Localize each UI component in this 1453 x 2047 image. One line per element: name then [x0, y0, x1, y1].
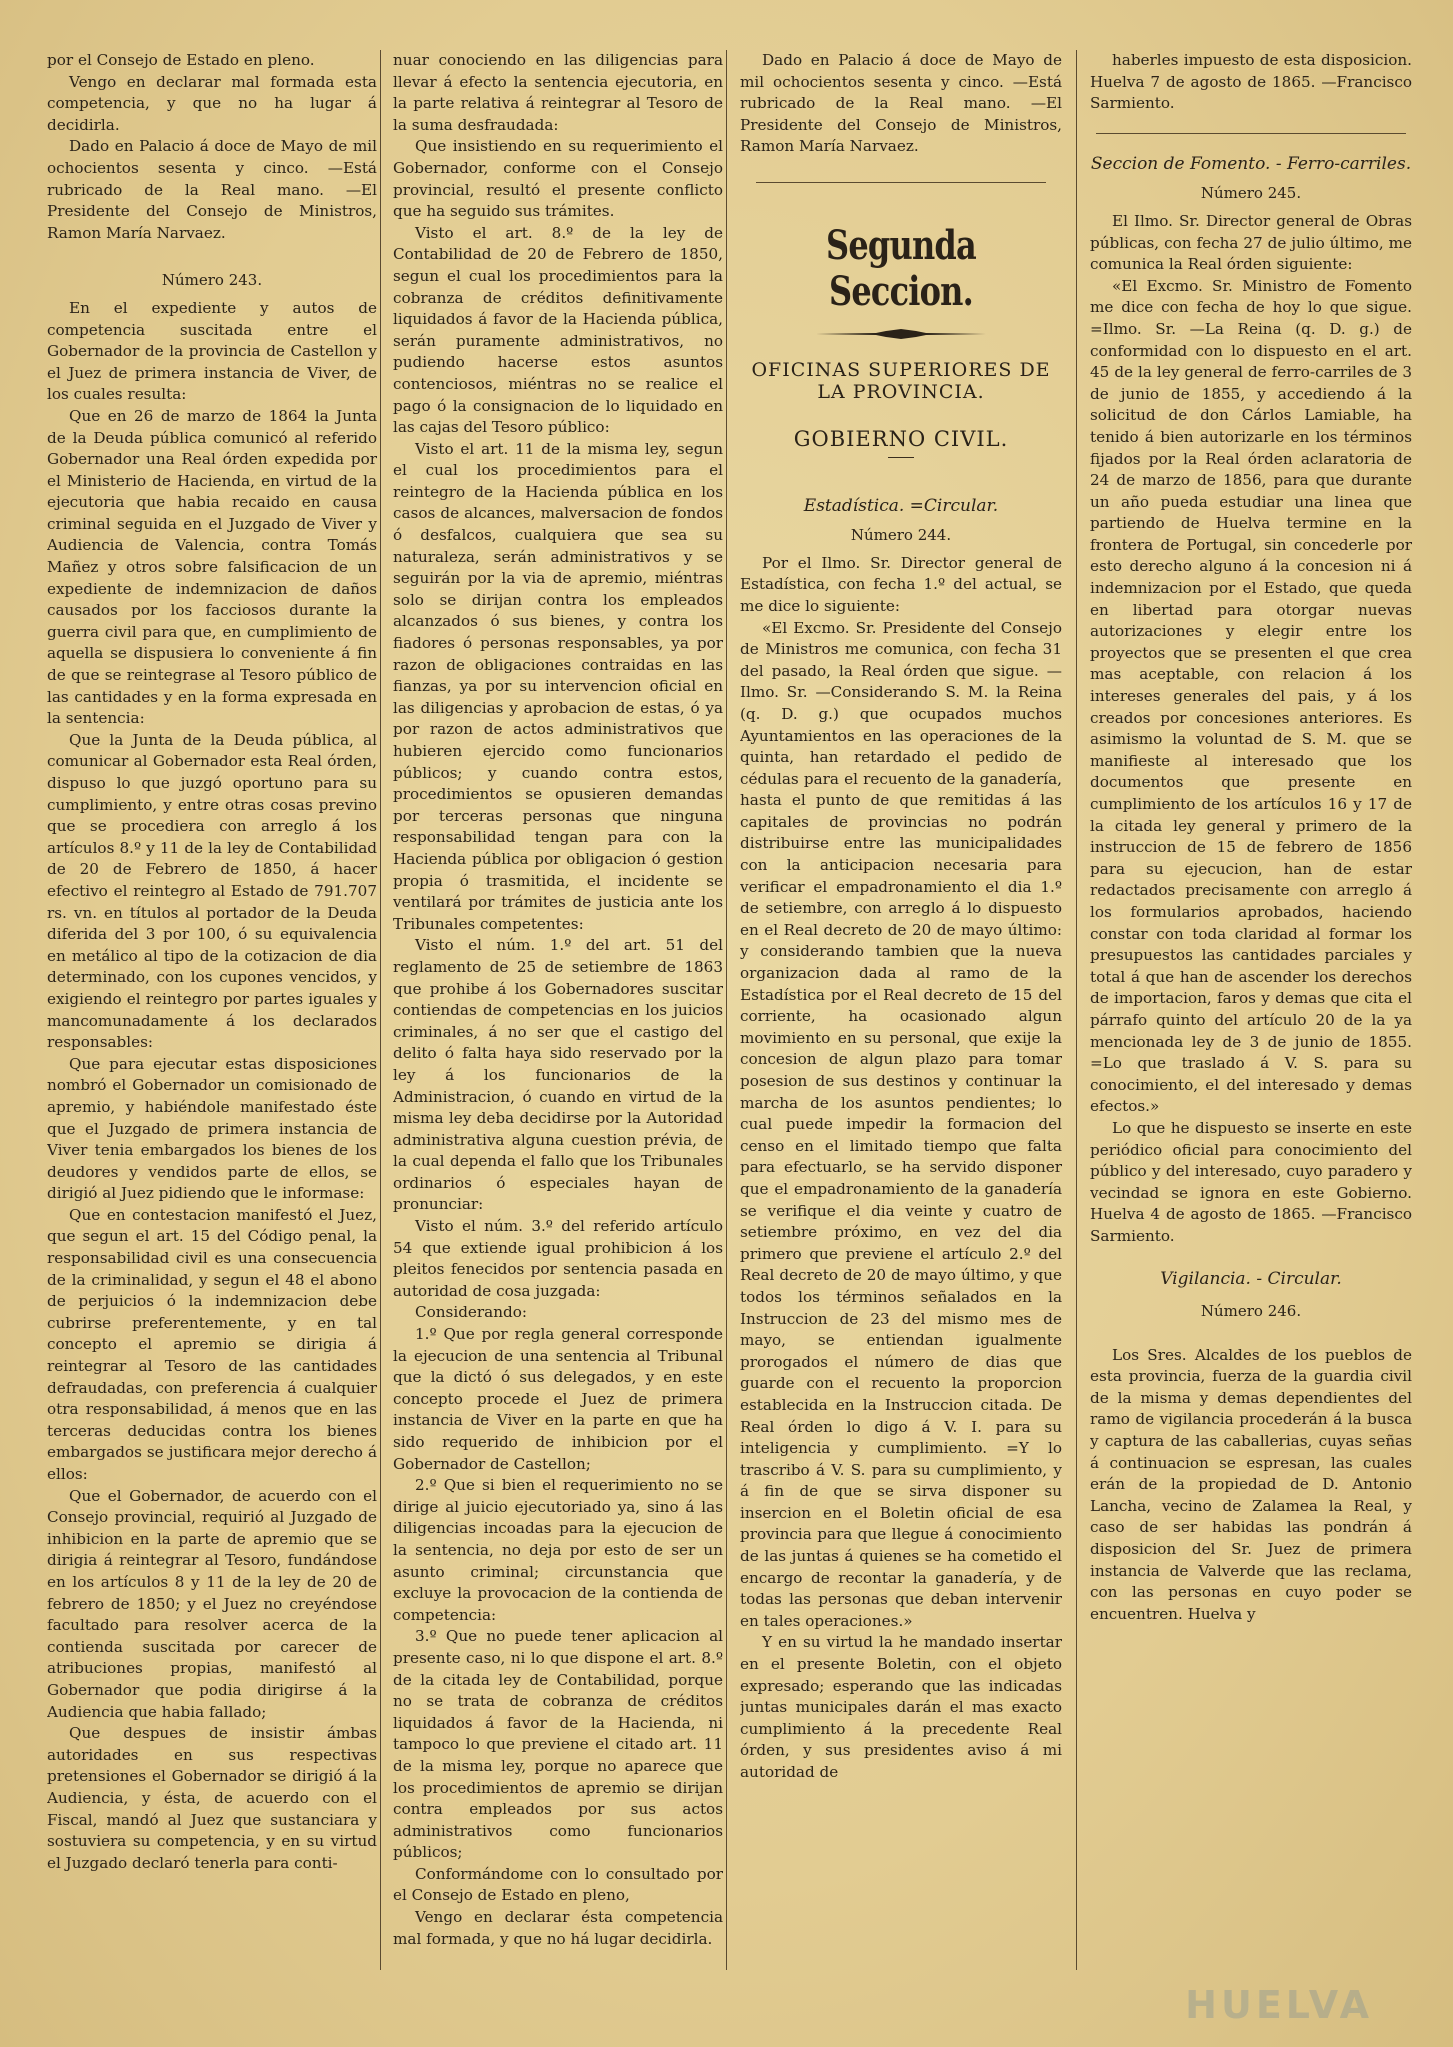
section-title: Segunda Seccion.	[826, 221, 976, 315]
subsection-heading: Estadística. =Circular.	[803, 495, 999, 516]
paragraph: 3.º Que no puede tener aplicacion al presente caso, ni lo que dispone el art. 8.º de la citada ley de Contabilidad, porque no se trata de cobranza de créditos liquidados á favor de la Hacienda, ni tampoco lo que previene el citado art. 11 de la misma ley, porque no aparece que los procedimientos de apremio se dirijan contra empleados por sus actos administrativos como funcionarios públicos;	[393, 1627, 723, 1862]
paragraph: Visto el núm. 3.º del referido artículo 54 que extiende igual prohibicion á los pleitos fenecidos por sentencia pasada en autoridad de cosa juzgada:	[393, 1217, 723, 1300]
paragraph: 2.º Que si bien el requerimiento no se dirige al juicio ejecutoriado ya, sino á las diligencias incoadas para la ejecucion de la sentencia, no deja por esto de ser un asunto criminal; circunstancia que excluye la provocacion de la contienda de competencia:	[393, 1476, 723, 1624]
item-number: Número 244.	[850, 526, 952, 545]
archive-watermark: HUELVA	[1185, 1983, 1373, 2027]
item-number: Número 246.	[1200, 1302, 1302, 1321]
column-3	[740, 50, 1062, 2010]
ornament-rule-icon	[816, 329, 986, 339]
paragraph: Visto el art. 11 de la misma ley, segun el cual los procedimientos para el reintegro de la Hacienda pública en los casos de alcances, malversacion de fondos ó desfalcos, cualquiera que sea su naturaleza, serán administrativos y se seguirán por la via de apremio, miéntras solo se dirijan contra los empleados alcanzados ó sus bienes, y contra los fiadores ó personas responsables, ya por razon de obligaciones contraidas en las fianzas, ya por su intervencion oficial en las diligencias y aprobacion de estas, ó ya por razon de actos administrativos que hubieren ejercido como funcionarios públicos; y cuando contra estos, procedimientos se opusieren demandas por terceras personas que ninguna responsabilidad tengan para con la Hacienda pública por obligacion ó gestion propia ó trasmitida, el incidente se ventilará por trámites de justicia ante los Tribunales competentes:	[393, 439, 723, 933]
column-4	[1090, 50, 1412, 2010]
column-rule	[1076, 50, 1077, 1970]
paragraph: Dado en Palacio á doce de Mayo de mil ochocientos sesenta y cinco. —Está rubricado de la Real mano. —El Presidente del Consejo de Ministros, Ramon María Narvaez.	[47, 137, 377, 242]
column-rule	[726, 50, 727, 1970]
paragraph: El Ilmo. Sr. Director general de Obras públicas, con fecha 27 de julio último, me comunica la Real órden siguiente:	[1090, 211, 1412, 274]
paragraph: 1.º Que por regla general corresponde la ejecucion de una sentencia al Tribunal que la dictó ó sus delegados, y en este concepto procede el Juez de primera instancia de Viver en la parte en que ha sido requerido de inhibicion por el Gobernador de Castellon;	[393, 1325, 723, 1473]
subsection-heading: Seccion de Fomento. - Ferro-carriles.	[1090, 153, 1412, 174]
column-rule	[380, 50, 381, 1970]
paragraph: Por el Ilmo. Sr. Director general de Estadística, con fecha 1.º del actual, se me dice lo siguiente:	[740, 553, 1062, 615]
paragraph: Que la Junta de la Deuda pública, al comunicar al Gobernador esta Real órden, dispuso lo que juzgó oportuno para su cumplimiento, y entre otras cosas previno que se procediera con arreglo á los artículos 8.º y 11 de la ley de Contabilidad de 20 de Febrero de 1850, á hacer efectivo el reintegro al Estado de 791.707 rs. vn. en títulos al portador de la Deuda diferida del 3 por 100, ó su equivalencia en metálico al tipo de la cotizacion de dia determinado, con los cupones vencidos, y exigiendo el reintegro por partes iguales y mancomunadamente á los declarados responsables:	[47, 730, 377, 1052]
paragraph: Dado en Palacio á doce de Mayo de mil ochocientos sesenta y cinco. —Está rubricado de la Real mano. —El Presidente del Consejo de Ministros, Ramon María Narvaez.	[740, 51, 1062, 156]
paragraph: Que en contestacion manifestó el Juez, que segun el art. 15 del Código penal, la responsabilidad civil es una consecuencia de la criminalidad, y segun el 48 el abono de perjuicios ó la indemnizacion debe cubrirse preferentemente, y en tal concepto el apremio se dirigia á reintegrar al Tesoro de las cantidades defraudadas, con preferencia á cualquier otra responsabilidad, á menos que en las terceras deducidas contra los bienes embargados se justificara mejor derecho á ellos:	[47, 1205, 377, 1483]
paragraph: Que insistiendo en su requerimiento el Gobernador, conforme con el Consejo provincial, resultó el presente conflicto que ha seguido sus trámites.	[393, 137, 723, 221]
paragraph: «El Excmo. Sr. Ministro de Fomento me dice con fecha de hoy lo que sigue. =Ilmo. Sr. —La Reina (q. D. g.) de conformidad con lo dispuesto en el art. 45 de la ley general de ferro-carriles de 3 de junio de 1855, y accediendo á la solicitud de don Cárlos Lamiable, ha tenido á bien autorizarle en los términos fijados por la Real órden aclaratoria de 24 de marzo de 1856, para que durante un año pueda estudiar una linea que partiendo de Huelva termine en la frontera de Portugal, sin concederle por esto derecho alguno á la concesion ni á indemnizacion por el Estado, que queda en libertad para otorgar nuevas autorizaciones y elegir entre los proyectos que se presenten el que crea mas aceptable, con relacion á los intereses generales del pais, y á los creados por concesiones anteriores. Es asimismo la voluntad de S. M. que se manifieste al interesado que los documentos que presente en cumplimiento de los artículos 16 y 17 de la citada ley general y primero de la instruccion de 15 de febrero de 1856 para su ejecucion, han de estar redactados precisamente con arreglo á los formularios aprobados, haciendo constar con toda claridad al formar los presupuestos las cantidades parciales y total á que han de ascender los derechos de importacion, faros y demas que cita el párrafo quinto del artículo 20 de la ya mencionada ley de 3 de junio de 1855. =Lo que traslado á V. S. para su conocimiento, el del interesado y demas efectos.»	[1090, 276, 1412, 1116]
paragraph: Los Sres. Alcaldes de los pueblos de esta provincia, fuerza de la guardia civil de la misma y demas dependientes del ramo de vigilancia procederán á la busca y captura de las caballerias, cuyas señas á continuacion se espresan, las cuales erán de la propiedad de D. Antonio Lancha, vecino de Zalamea la Real, y caso de ser habidas las pondrán á disposicion del Sr. Juez de primera instancia de Valverde que las reclama, con las personas en cuyo poder se encuentren. Huelva y	[1090, 1345, 1412, 1623]
paragraph: Lo que he dispuesto se inserte en este periódico oficial para conocimiento del público y del interesado, cuyo paradero y vecindad se ignora en este Gobierno. Huelva 4 de agosto de 1865. —Francisco Sarmiento.	[1090, 1118, 1412, 1245]
paragraph: Vengo en declarar ésta competencia mal formada, y que no há lugar decidirla.	[393, 1908, 723, 1948]
paragraph: En el expediente y autos de competencia suscitada entre el Gobernador de la provincia de Castellon y el Juez de primera instancia de Viver, de los cuales resulta:	[47, 298, 377, 404]
subsection-heading: Vigilancia. - Circular.	[1160, 1269, 1342, 1290]
paragraph: nuar conociendo en las diligencias para llevar á efecto la sentencia ejecutoria, en la parte relativa á reintegrar al Tesoro de la suma desfraudada:	[393, 51, 723, 134]
section-heading: GOBIERNO CIVIL.	[793, 426, 1009, 451]
paragraph: «El Excmo. Sr. Presidente del Consejo de Ministros me comunica, con fecha 31 del pasado, la Real órden que sigue. —Ilmo. Sr. —Considerando S. M. la Reina (q. D. g.) que ocupados muchos Ayuntamientos en las operaciones de la quinta, han retardado el pedido de cédulas para el recuento de la ganadería, hasta el punto de que remitidas á las capitales de provincias no podrán distribuirse entre las municipalidades con la anticipacion necesaria para verificar el empadronamiento el dia 1.º de setiembre, con arreglo á lo dispuesto en el Real decreto de 20 de mayo último: y considerando tambien que la nueva organizacion dada al ramo de la Estadística por el Real decreto de 15 del corriente, ha ocasionado algun movimiento en su personal, que exije la concesion de algun plazo para tomar posesion de sus destinos y continuar la marcha de los asuntos pendientes; lo cual puede impedir la formacion del censo en el limitado tiempo que falta para efectuarlo, se ha servido disponer que el empadronamiento de la ganadería se verifique el dia veinte y cuatro de setiembre próximo, en vez del dia primero que previene el artículo 2.º del Real decreto de 20 de mayo último, y que todos los términos señalados en la Instruccion de 23 del mismo mes de mayo, se entiendan igualmente prorogados el número de dias que guarde con el recuento la proporcion establecida en la Instruccion citada. De Real órden lo digo á V. I. para su inteligencia y cumplimiento. =Y lo trascribo á V. S. para su cumplimiento, y á fin de que se sirva disponer su insercion en el Boletin oficial de esa provincia para que llegue á conocimiento de las juntas á quienes se ha cometido el encargo de recontar la ganadería, y de todas las personas que deban intervenir en tales operaciones.»	[740, 618, 1062, 1630]
paragraph: Que para ejecutar estas disposiciones nombró el Gobernador un comisionado de apremio, y habiéndole manifestado éste que el Juzgado de primera instancia de Viver tenia embargados los bienes de los deudores y vendidos parte de ellos, se dirigió al Juez pidiendo que le informase:	[47, 1054, 377, 1203]
separator-rule	[1096, 133, 1406, 134]
paragraph: Y en su virtud la he mandado insertar en el presente Boletin, con el objeto expresado; esperando que las indicadas juntas municipales darán el mas exacto cumplimiento á la precedente Real órden, y sus presidentes aviso á mi autoridad de	[740, 1633, 1062, 1781]
item-number: Número 245.	[1200, 184, 1302, 203]
paragraph: por el Consejo de Estado en pleno.	[47, 51, 315, 69]
column-1	[47, 50, 377, 2010]
paragraph: Que despues de insistir ámbas autoridades en sus respectivas pretensiones el Gobernador se dirigió á la Audiencia, y ésta, de acuerdo con el Fiscal, mandó al Juez que sustanciara y sostuviera su competencia, y en su virtud el Juzgado declaró tenerla para conti-	[47, 1724, 377, 1872]
column-2	[393, 50, 723, 2010]
paragraph: Que en 26 de marzo de 1864 la Junta de la Deuda pública comunicó al referido Gobernador una Real órden expedida por el Ministerio de Hacienda, en virtud de la ejecutoria que habia recaido en causa criminal seguida en el Juzgado de Viver y Audiencia de Valencia, contra Tomás Mañez y otros sobre falsificacion de un expediente de indemnizacion de daños causados por los facciosos durante la guerra civil para que, en cumplimiento de aquella se dispusiera lo conveniente á fin de que se reintegrase al Tesoro público de las cantidades y en la forma expresada en la sentencia:	[47, 406, 377, 728]
paragraph: Visto el art. 8.º de la ley de Contabilidad de 20 de Febrero de 1850, segun el cual los procedimientos para la cobranza de créditos definitivamente liquidados á favor de la Hacienda pública, serán puramente administrativos, no pudiendo hacerse estos asuntos contenciosos, miéntras no se realice el pago ó la consignacion de lo liquidado en las cajas del Tesoro público:	[393, 223, 723, 437]
paragraph: haberles impuesto de esta disposicion. Huelva 7 de agosto de 1865. —Francisco Sarmiento.	[1090, 51, 1412, 113]
item-number: Número 243.	[161, 271, 263, 290]
paragraph: Vengo en declarar mal formada esta competencia, y que no ha lugar á decidirla.	[47, 72, 377, 134]
paragraph: Que el Gobernador, de acuerdo con el Consejo provincial, requirió al Juzgado de inhibicion en la parte de apremio que se dirigia á reintegrar al Tesoro, fundándose en los artículos 8 y 11 de la ley de 20 de febrero de 1850; y el Juez no creyéndose facultado para resolver acerca de la contienda suscitada por carecer de atribuciones propias, manifestó al Gobernador que podia dirigirse á la Audiencia que habia fallado;	[47, 1486, 377, 1721]
paragraph: Visto el núm. 1.º del art. 51 del reglamento de 25 de setiembre de 1863 que prohibe á los Gobernadores suscitar contiendas de competencias en los juicios criminales, á no ser que el castigo del delito ó falta haya sido reservado por la ley á los funcionarios de la Administracion, ó cuando en virtud de la misma ley deba decidirse por la Autoridad administrativa alguna cuestion prévia, de la cual dependa el fallo que los Tribunales ordinarios ó especiales hayan de pronunciar:	[393, 936, 723, 1214]
short-rule	[888, 457, 914, 458]
paragraph: Considerando:	[415, 1303, 527, 1322]
section-subtitle: OFICINAS SUPERIORES DE LA PROVINCIA.	[751, 358, 1051, 403]
paragraph: Conformándome con lo consultado por el Consejo de Estado en pleno,	[393, 1864, 723, 1905]
separator-rule	[756, 182, 1046, 183]
